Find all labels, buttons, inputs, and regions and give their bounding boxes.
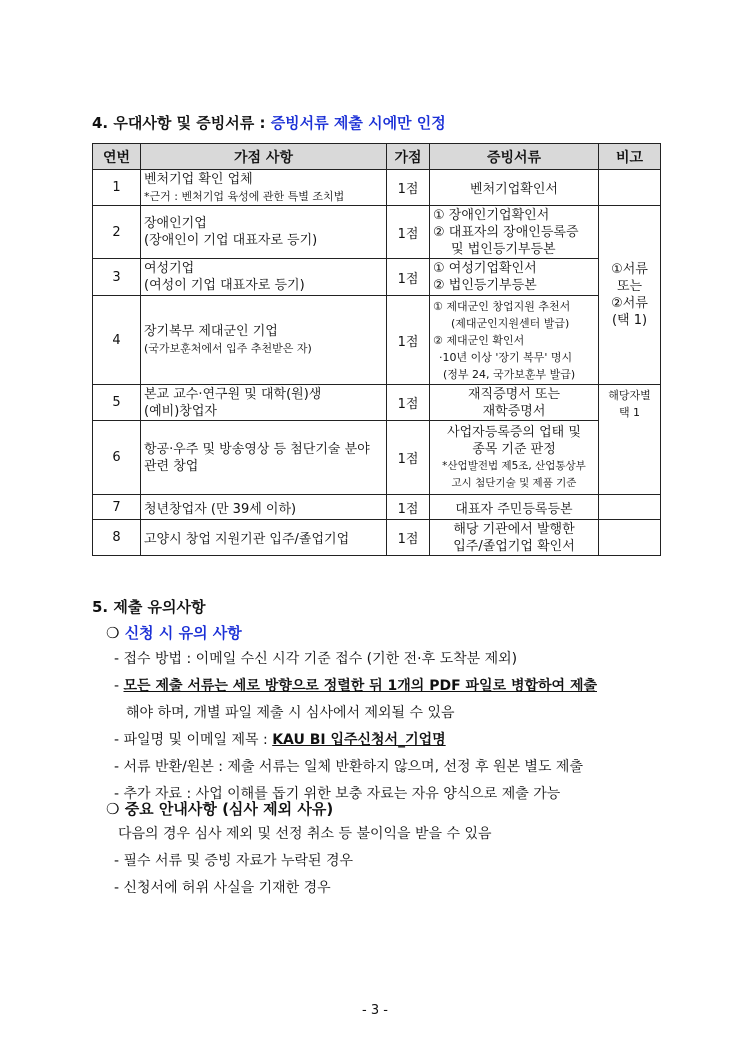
row-no: 8 (93, 520, 141, 556)
row-no: 2 (93, 206, 141, 259)
table-row (93, 520, 661, 556)
header-point: 가점 (387, 144, 430, 170)
table-row (93, 170, 661, 206)
row-point: 1점 (387, 206, 430, 259)
row-item-line: 관련 창업 (144, 458, 199, 474)
row-point: 1점 (387, 495, 430, 520)
row-note-a (599, 206, 661, 385)
list-item (114, 673, 694, 700)
row-no: 7 (93, 495, 141, 520)
section-4-title-text: 우대사항 및 증빙서류 : (113, 114, 266, 132)
row-doc-line: 및 법인등기부등본 (451, 241, 556, 257)
row-no: 4 (93, 296, 141, 385)
circle-bullet-icon: ❍ (106, 624, 120, 642)
list-item-filename: KAU BI 입주신청서_기업명 (272, 732, 446, 748)
row-doc-line: ·10년 이상 '장기 복무' 명시 (439, 350, 573, 364)
list-item: - 필수 서류 및 증빙 자료가 누락된 경우 (114, 853, 354, 869)
row-item-line: 벤처기업 확인 업체 (144, 171, 253, 187)
row-no: 6 (93, 421, 141, 495)
row-note-empty (599, 170, 661, 206)
row-item-line: 장애인기업 (144, 216, 207, 231)
row-docs: 대표자 주민등록등본 (430, 495, 599, 520)
row-doc-line: ② 제대군인 확인서 (433, 333, 525, 347)
row-doc-line: 입주/졸업기업 확인서 (453, 538, 575, 554)
row-docs: 벤처기업확인서 (430, 170, 599, 206)
list-item: - 추가 자료 : 사업 이해를 돕기 위한 보충 자료는 자유 양식으로 제출 가능 (114, 786, 561, 802)
section-4-number: 4. (92, 114, 109, 132)
header-item: 가점 사항 (141, 144, 387, 170)
sub1-heading (106, 622, 242, 643)
row-doc-line: ① 제대군인 창업지원 추천서 (433, 299, 571, 313)
row-item-line: 장기복무 제대군인 기업 (144, 324, 278, 339)
row-doc-line: 재직증명서 또는 (467, 386, 561, 402)
note-a-line: 또는 (616, 279, 643, 294)
row-doc-line: 고시 첨단기술 및 제품 기준 (451, 476, 577, 489)
list-item: - 서류 반환/원본 : 제출 서류는 일체 반환하지 않으며, 선정 후 원본 별도 제출 (114, 759, 583, 775)
row-item-line: 여성기업 (144, 261, 195, 276)
sub1-list (114, 646, 694, 808)
row-doc-line: ② 대표자의 장애인등록증 (433, 224, 579, 240)
list-item-prefix: - (114, 678, 124, 694)
row-item-line: 청년창업자 (만 39세 이하) (141, 495, 387, 520)
row-doc-line: ② 법인등기부등본 (433, 278, 537, 293)
row-point: 1점 (387, 421, 430, 495)
row-doc-line: 해당 기관에서 발행한 (453, 521, 575, 537)
row-note-empty (599, 495, 661, 520)
table-row (93, 296, 661, 385)
row-item-line: (장애인이 기업 대표자로 등기) (144, 233, 318, 248)
row-doc-line: 종목 기준 판정 (472, 441, 556, 457)
row-doc-line: ① 장애인기업확인서 (433, 207, 550, 223)
section-5-title: 5. 제출 유의사항 (92, 598, 206, 616)
circle-bullet-icon: ❍ (106, 800, 120, 818)
list-item (114, 727, 694, 754)
row-doc-line: ① 여성기업확인서 (433, 261, 537, 276)
section-4-title-highlight: 증빙서류 제출 시에만 인정 (270, 114, 446, 132)
list-item-continued: 해야 하며, 개별 파일 제출 시 심사에서 제외될 수 있음 (126, 705, 455, 721)
row-point: 1점 (387, 520, 430, 556)
table-row (93, 421, 661, 495)
row-point: 1점 (387, 259, 430, 296)
row-note-b (599, 385, 661, 495)
sub2-title: 중요 안내사항 (심사 제외 사유) (124, 800, 334, 818)
row-item-line: 고양시 창업 지원기관 입주/졸업기업 (141, 520, 387, 556)
row-doc-line: (제대군인지원센터 발급) (451, 316, 570, 330)
row-no: 5 (93, 385, 141, 421)
row-doc-line: (정부 24, 국가보훈부 발급) (443, 367, 576, 381)
list-item-bold: 모든 제출 서류는 세로 방향으로 정렬한 뒤 1개의 PDF 파일로 병합하여 제출 (123, 678, 597, 694)
row-point: 1점 (387, 385, 430, 421)
row-note-empty (599, 520, 661, 556)
header-no: 연번 (93, 144, 141, 170)
note-b-line: 해당자별 (608, 389, 651, 402)
row-item-line: 항공·우주 및 방송영상 등 첨단기술 분야 (144, 441, 370, 457)
row-item-line: 본교 교수·연구원 및 대학(원)생 (144, 386, 322, 402)
row-item-note: *근거 : 벤처기업 육성에 관한 특별 조치법 (144, 189, 345, 203)
note-a-line: ②서류 (611, 296, 648, 311)
row-item-line: (예비)창업자 (144, 403, 217, 419)
list-item-text: - 파일명 및 이메일 제목 : (114, 732, 268, 748)
row-item-line: (국가보훈처에서 입주 추천받은 자) (144, 342, 312, 355)
table-row (93, 495, 661, 520)
sub2-list (114, 821, 694, 902)
row-item-line: (여성이 기업 대표자로 등기) (144, 278, 305, 293)
sub1-title: 신청 시 유의 사항 (124, 624, 242, 642)
table-row (93, 206, 661, 259)
table-row (93, 385, 661, 421)
row-doc-line: 사업자등록증의 업태 및 (447, 424, 581, 440)
list-item: - 신청서에 허위 사실을 기재한 경우 (114, 880, 331, 896)
row-point: 1점 (387, 170, 430, 206)
page-number: - 3 - (362, 1003, 388, 1018)
row-point: 1점 (387, 296, 430, 385)
header-note: 비고 (599, 144, 661, 170)
row-doc-line: *산업발전법 제5조, 산업통상부 (442, 459, 586, 472)
sub2-intro: 다음의 경우 심사 제외 및 선정 취소 등 불이익을 받을 수 있음 (118, 826, 492, 842)
note-b-line: 택 1 (618, 406, 641, 419)
sub2-heading (106, 798, 333, 819)
table-header-row (93, 144, 661, 170)
header-docs: 증빙서류 (430, 144, 599, 170)
section-4-title (92, 112, 446, 133)
note-a-line: ①서류 (611, 262, 648, 277)
note-a-line: (택 1) (611, 313, 648, 328)
preference-table (92, 143, 661, 556)
row-no: 3 (93, 259, 141, 296)
list-item: - 접수 방법 : 이메일 수신 시각 기준 접수 (기한 전·후 도착분 제외) (114, 651, 518, 667)
row-no: 1 (93, 170, 141, 206)
table-row (93, 259, 661, 296)
row-doc-line: 재학증명서 (482, 403, 546, 419)
